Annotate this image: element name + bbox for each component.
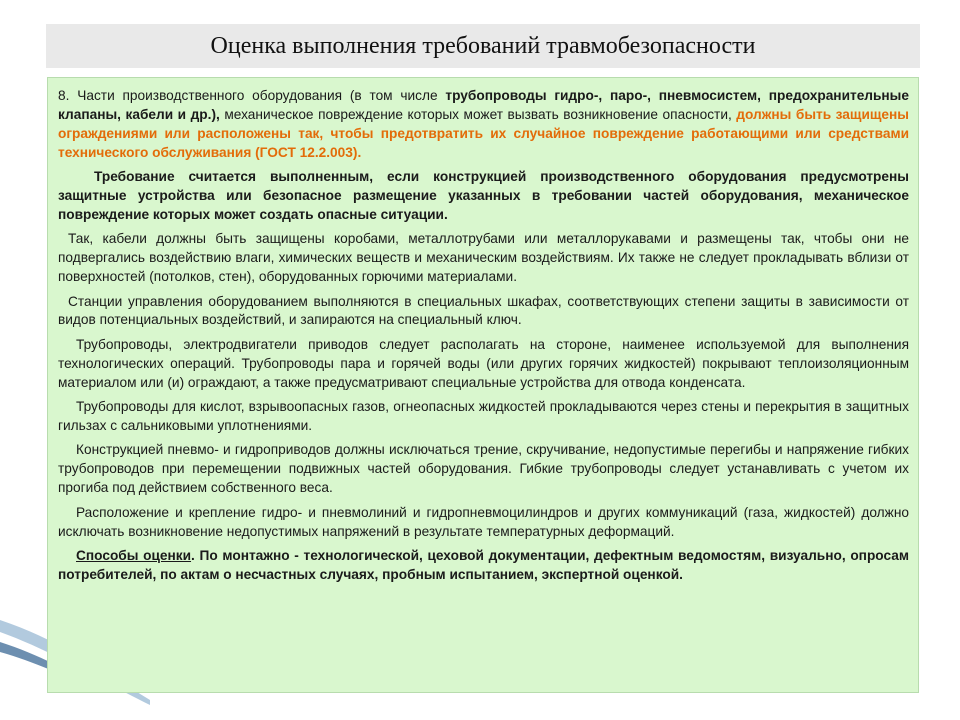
paragraph-lines-mounting: Расположение и крепление гидро- и пневмолиний и гидропневмоцилиндров и других коммуникаций (газа, жидкостей) должно исключать возникновение недопустимых напряжений в результате температурных деформаций. — [58, 504, 909, 539]
assessment-label: Способы оценки — [76, 547, 192, 563]
paragraph-pneumo-hydro: Конструкцией пневмо- и гидроприводов должны исключаться трение, скручивание, недопустимые перегибы и напряжение гибких трубопроводов при перемещении подвижных частей оборудования. Гибкие трубопроводы следует устанавливать с учетом их прогиба под действием собственного веса. — [58, 442, 909, 496]
assessment-text: . По монтажно - технологической, цеховой документации, дефектным ведомостям, визуально, опросам потребителей, по актам о несчастных случаях, пробным испытанием, экспертной оценкой. — [58, 547, 910, 582]
paragraph-acid-pipelines: Трубопроводы для кислот, взрывоопасных газов, огнеопасных жидкостей прокладываются через стены и перекрытия в защитных гильзах с сальниковыми уплотнениями. — [58, 399, 909, 433]
paragraph-requirement: Требование считается выполненным, если конструкцией производственного оборудования предусмотрены защитные устройства или безопасное размещение указанных в требовании частей оборудования, механическое повреждение которых может создать опасные ситуации. — [58, 169, 909, 222]
p1-bold-parts: трубопроводы гидро-, паро-, пневмосистем, предохранительные клапаны, кабели и др.), — [58, 88, 909, 122]
p1-intro: 8. Части производственного оборудования (в том числе — [58, 88, 446, 103]
p1-highlight: должны быть защищены ограждениями или расположены так, чтобы предотвратить их случайное повреждение работающими или средствами технического обслуживания (ГОСТ 12.2.003). — [58, 106, 909, 160]
content-panel — [47, 77, 919, 693]
paragraph-cables: Так, кабели должны быть защищены коробами, металлотрубами или металлорукавами и размещены так, чтобы они не подвергались воздействию влаги, химических веществ и механическим воздействиям. Их также не следует прокладывать вблизи от поверхностей (потолков, стен), оборудованных горючими материалами. — [58, 231, 909, 285]
paragraph-control-stations: Станции управления оборудованием выполняются в специальных шкафах, соответствующих степени защиты в зависимости от видов потенциальных воздействий, и запираются на специальный ключ. — [58, 293, 909, 328]
paragraph-pipelines: Трубопроводы, электродвигатели приводов следует располагать на стороне, наименее используемой для выполнения технологических операций. Трубопроводы пара и горячей воды (или других горячих жидкостей) покрывают теплоизоляционным материалом или (и) ограждают, а также предусматривают специальные устройства для отвода конденсата. — [58, 336, 909, 390]
p1-middle: механическое повреждение которых может вызвать возникновение опасности, — [219, 106, 737, 122]
page-title: Оценка выполнения требований травмобезопасности — [210, 32, 756, 59]
title-bar — [46, 24, 920, 68]
paragraph-8 — [58, 87, 909, 163]
paragraph-assessment-methods — [58, 547, 909, 585]
